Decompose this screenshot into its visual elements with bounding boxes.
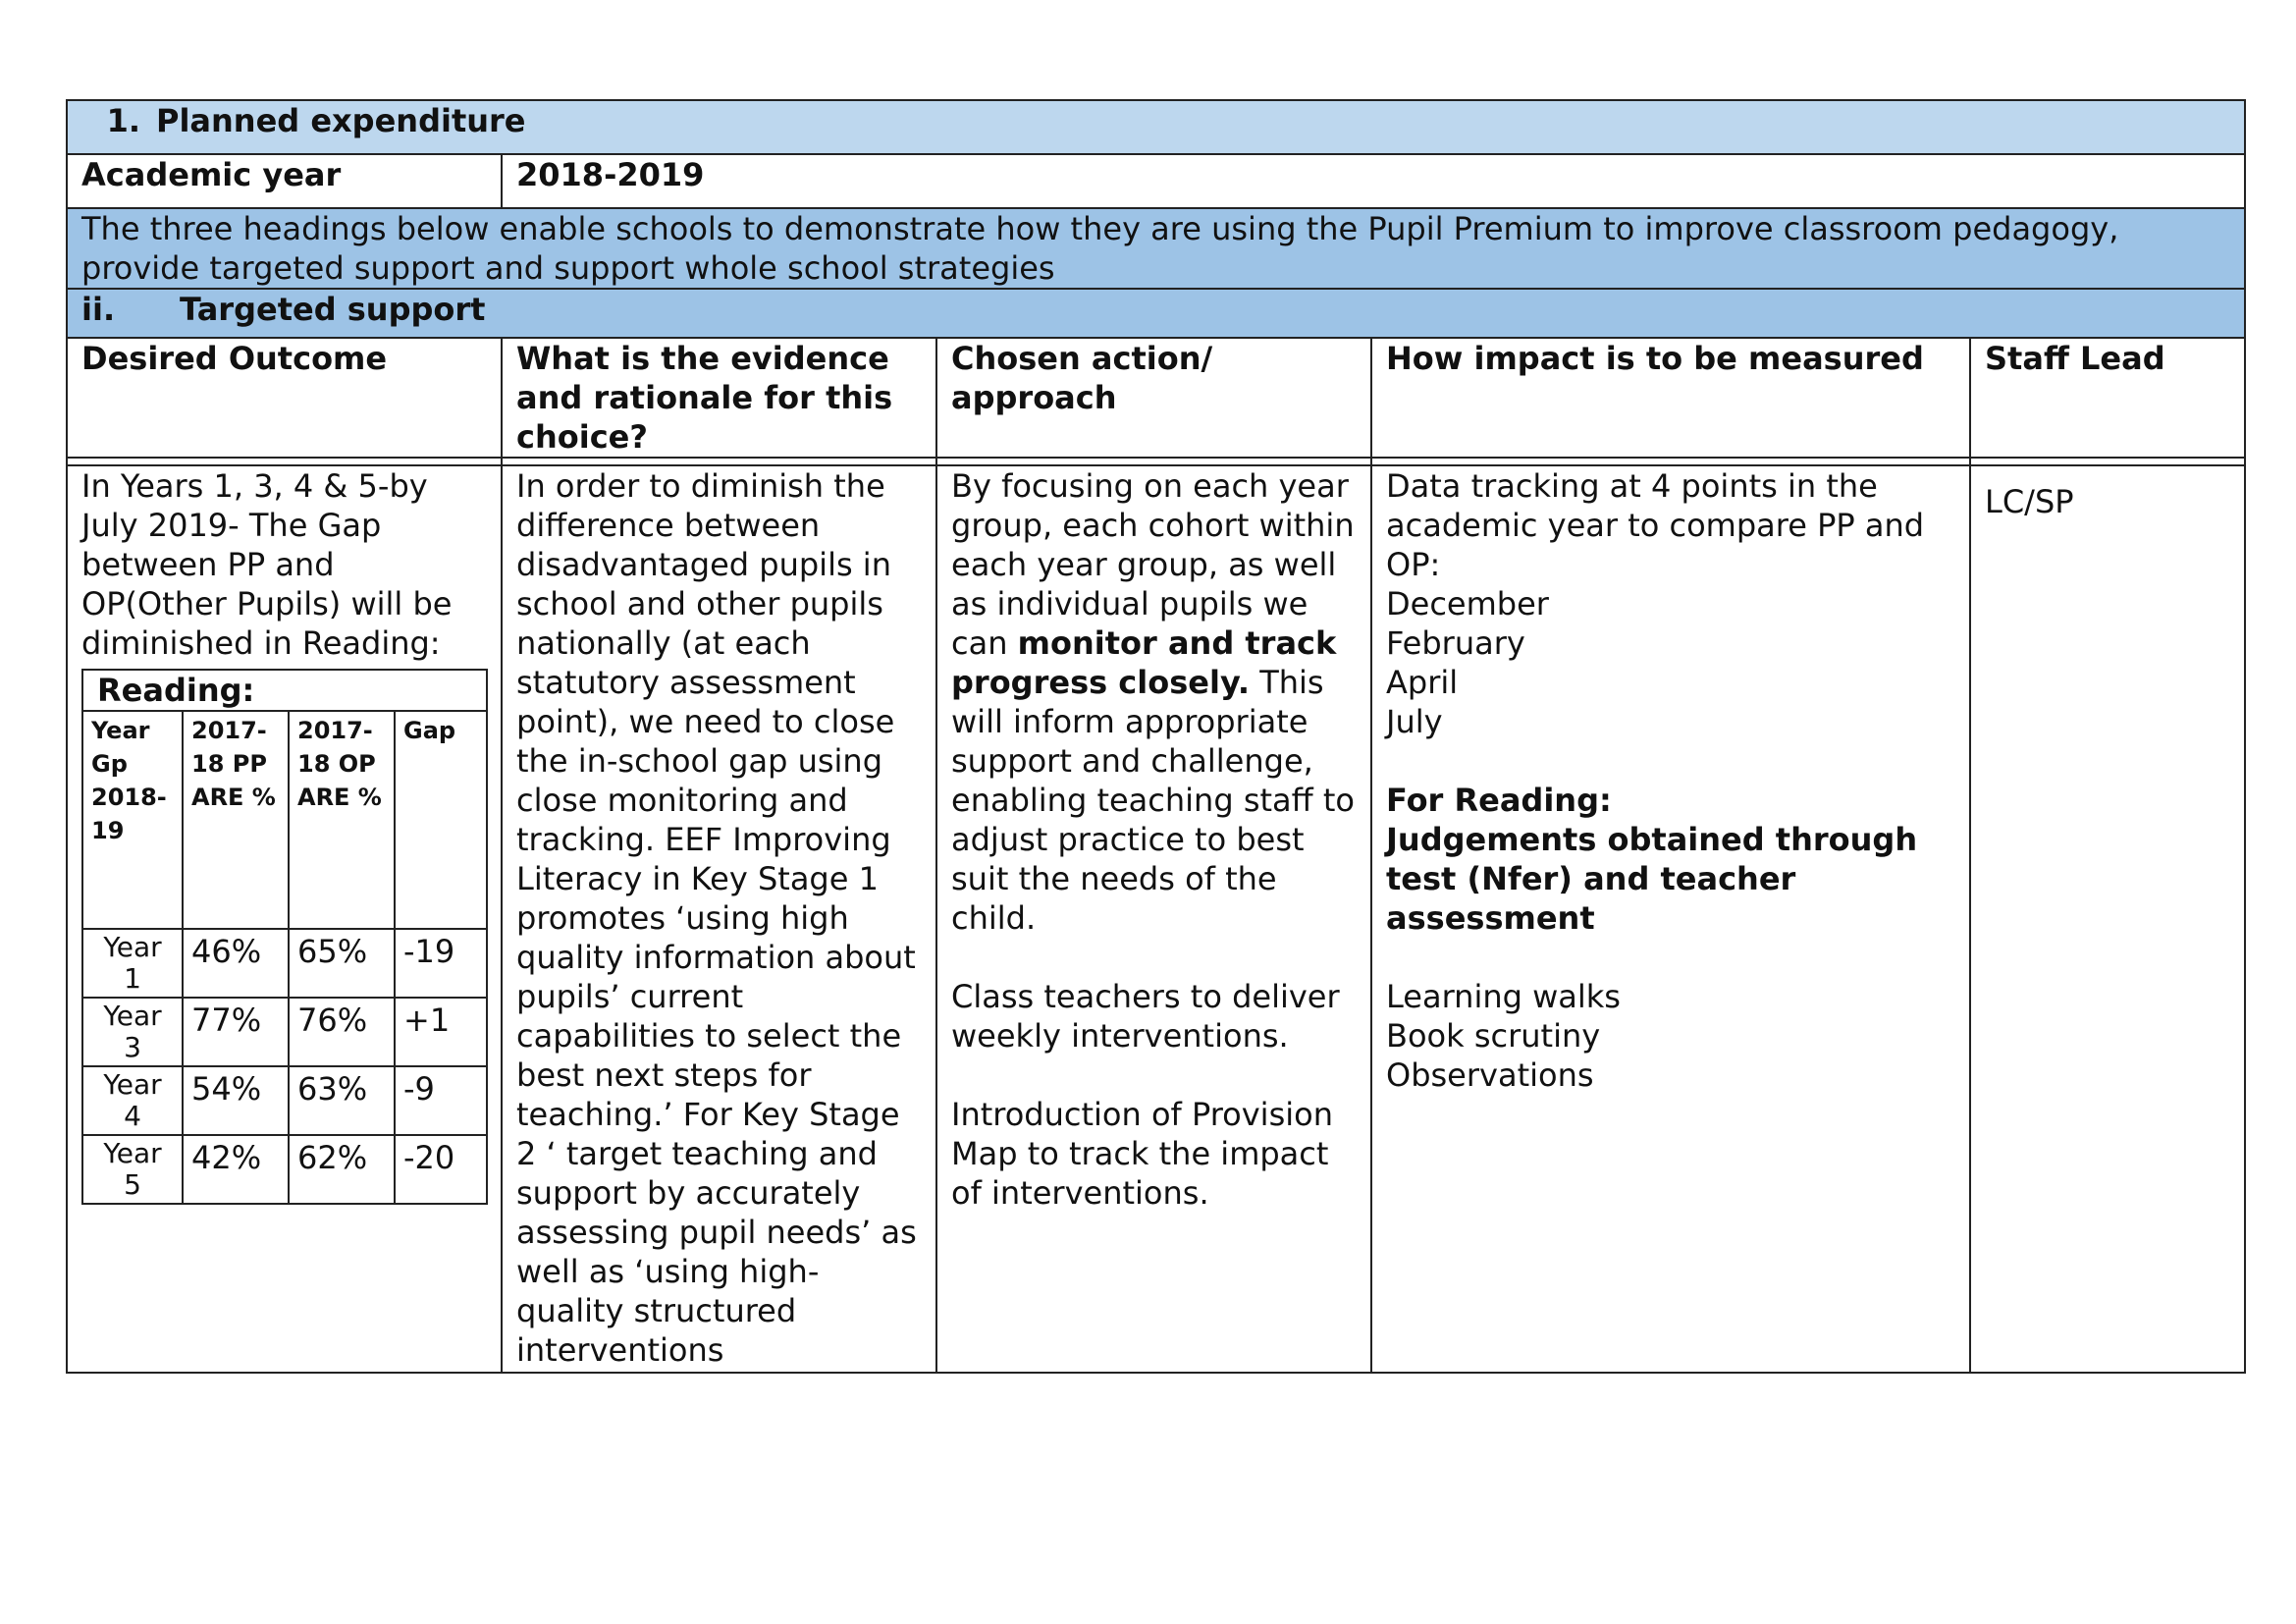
- reading-op: 76%: [289, 998, 395, 1066]
- evidence-text: In order to diminish the difference between disadvantaged pupils in school and other pupils nationally (at each statutory assessment point), we need to close the in-school gap using close monitoring and tracking. EEF Improving Literacy in Key Stage 1 promotes ‘using high quality information about pupils’ current capabilities to select the best next steps for teaching.’ For Key Stage 2 ‘ target teaching and support by accurately assessing pupil needs’ as well as ‘using high-quality structured interventions: [516, 467, 917, 1369]
- paragraph-gap: [1386, 938, 1955, 977]
- list-item: July: [1386, 703, 1443, 740]
- description-text: The three headings below enable schools to demonstrate how they are using the Pupil Premium to improve classroom pedagogy, provide targeted support and support whole school strategies: [67, 208, 2245, 289]
- reading-gap: -9: [395, 1066, 487, 1135]
- targeted-support-row: [67, 465, 2245, 1373]
- section-title-text: Planned expenditure: [156, 102, 526, 139]
- section-title-row: [67, 100, 2245, 154]
- spacer-cell: [502, 458, 936, 465]
- reading-gap-table: [81, 669, 488, 1205]
- action-text-start: By focusing on each year group, each cohort within each year group, as well as individual pupils we can: [951, 467, 1355, 662]
- reading-gap: -20: [395, 1135, 487, 1204]
- outcome-text: In Years 1, 3, 4 & 5-by July 2019- The Gap between PP and OP(Other Pupils) will be diminished in Reading:: [81, 467, 453, 662]
- reading-header-pp: 2017-18 PP ARE %: [183, 711, 289, 929]
- paragraph-gap: [951, 938, 1357, 977]
- reading-pp: 42%: [183, 1135, 289, 1204]
- reading-pp: 46%: [183, 929, 289, 998]
- list-item: April: [1386, 664, 1459, 701]
- action-cell: [936, 465, 1371, 1373]
- reading-header-year: Year Gp 2018-19: [82, 711, 183, 929]
- subsection-title-text: Targeted support: [180, 291, 486, 328]
- action-text-bold: monitor and track progress closely.: [951, 624, 1337, 701]
- col-evidence: What is the evidence and rationale for this choice?: [502, 338, 936, 458]
- reading-op: 63%: [289, 1066, 395, 1135]
- subsection-row: [67, 289, 2245, 338]
- staff-lead-value: LC/SP: [1985, 483, 2074, 520]
- list-item: Book scrutiny: [1386, 1017, 1601, 1055]
- reading-year: Year 3: [82, 998, 183, 1066]
- reading-year: Year 1: [82, 929, 183, 998]
- section-number: 1.: [106, 102, 140, 139]
- academic-year-label: Academic year: [67, 154, 502, 208]
- action-paragraph-2: Class teachers to deliver weekly interventions.: [951, 978, 1340, 1055]
- subsection-numeral: ii.: [81, 291, 116, 328]
- academic-year-value: 2018-2019: [502, 154, 2245, 208]
- reading-pp: 77%: [183, 998, 289, 1066]
- reading-header-row: [82, 711, 487, 929]
- table-row: [82, 1135, 487, 1204]
- planned-expenditure-table: [66, 99, 2246, 1374]
- section-title: [67, 100, 2245, 154]
- impact-cell: [1371, 465, 1970, 1373]
- academic-year-row: [67, 154, 2245, 208]
- col-staff-lead: Staff Lead: [1970, 338, 2245, 458]
- spacer-row: [67, 458, 2245, 465]
- reading-header-op: 2017-18 OP ARE %: [289, 711, 395, 929]
- table-row: [82, 929, 487, 998]
- column-headers-row: [67, 338, 2245, 458]
- spacer-cell: [1371, 458, 1970, 465]
- list-item: Observations: [1386, 1056, 1594, 1094]
- reading-op: 65%: [289, 929, 395, 998]
- desired-outcome-cell: [67, 465, 502, 1373]
- reading-year: Year 5: [82, 1135, 183, 1204]
- list-item: February: [1386, 624, 1525, 662]
- description-row: [67, 208, 2245, 289]
- col-desired-outcome: Desired Outcome: [67, 338, 502, 458]
- col-impact: How impact is to be measured: [1371, 338, 1970, 458]
- spacer-cell: [1970, 458, 2245, 465]
- spacer-cell: [936, 458, 1371, 465]
- staff-lead-cell: [1970, 465, 2245, 1373]
- action-paragraph-1: [951, 466, 1357, 938]
- table-row: [82, 998, 487, 1066]
- impact-reading-label: For Reading:: [1386, 782, 1612, 819]
- spacer-cell: [67, 458, 502, 465]
- reading-op: 62%: [289, 1135, 395, 1204]
- reading-gap: +1: [395, 998, 487, 1066]
- list-item: Learning walks: [1386, 978, 1621, 1015]
- impact-intro: Data tracking at 4 points in the academic year to compare PP and OP:: [1386, 467, 1925, 583]
- list-item: December: [1386, 585, 1549, 623]
- subsection-title: [67, 289, 2245, 338]
- action-paragraph-3: Introduction of Provision Map to track the impact of interventions.: [951, 1096, 1333, 1212]
- impact-reading-detail: Judgements obtained through test (Nfer) and teacher assessment: [1386, 821, 1918, 937]
- planned-expenditure-document: [66, 99, 2244, 1374]
- table-row: [82, 1066, 487, 1135]
- reading-header-gap: Gap: [395, 711, 487, 929]
- reading-gap: -19: [395, 929, 487, 998]
- action-text-end: This will inform appropriate support and challenge, enabling teaching staff to adjust practice to best suit the needs of the child.: [951, 664, 1355, 937]
- evidence-cell: [502, 465, 936, 1373]
- paragraph-gap: [1386, 741, 1955, 781]
- paragraph-gap: [951, 1056, 1357, 1095]
- reading-year: Year 4: [82, 1066, 183, 1135]
- reading-pp: 54%: [183, 1066, 289, 1135]
- reading-caption-row: [82, 670, 487, 711]
- reading-caption: Reading:: [82, 670, 487, 711]
- col-action: Chosen action/ approach: [936, 338, 1371, 458]
